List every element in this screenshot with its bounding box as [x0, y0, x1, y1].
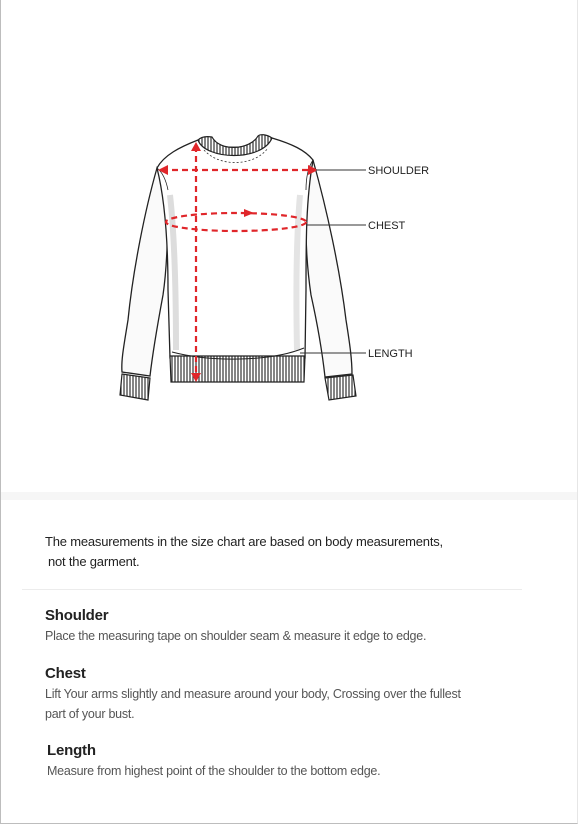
right-cuff — [325, 375, 356, 400]
length-heading: Length — [47, 742, 96, 759]
chest-description-line-1: Lift Your arms slightly and measure around your body, Crossing over the fullest — [45, 687, 461, 701]
chest-label: CHEST — [368, 220, 406, 232]
section-divider — [1, 492, 577, 500]
intro-line-1: The measurements in the size chart are based on body measurements, — [45, 534, 443, 549]
chest-description-line-2: part of your bust. — [45, 707, 135, 721]
intro-line-2: not the garment. — [48, 554, 140, 569]
shoulder-heading: Shoulder — [45, 607, 109, 624]
length-description: Measure from highest point of the shoulder to the bottom edge. — [47, 764, 381, 778]
length-label: LENGTH — [368, 348, 413, 360]
shoulder-section — [45, 606, 525, 646]
shoulder-label: SHOULDER — [368, 165, 430, 177]
left-sleeve — [122, 168, 168, 376]
hem-rib — [170, 356, 305, 382]
length-section — [47, 741, 527, 781]
intro-note — [45, 532, 475, 572]
right-sleeve — [306, 160, 352, 377]
divider-line — [22, 589, 522, 590]
chest-heading: Chest — [45, 665, 86, 682]
left-cuff — [120, 374, 150, 400]
shoulder-description: Place the measuring tape on shoulder seam & measure it edge to edge. — [45, 629, 427, 643]
chest-section — [45, 664, 525, 724]
